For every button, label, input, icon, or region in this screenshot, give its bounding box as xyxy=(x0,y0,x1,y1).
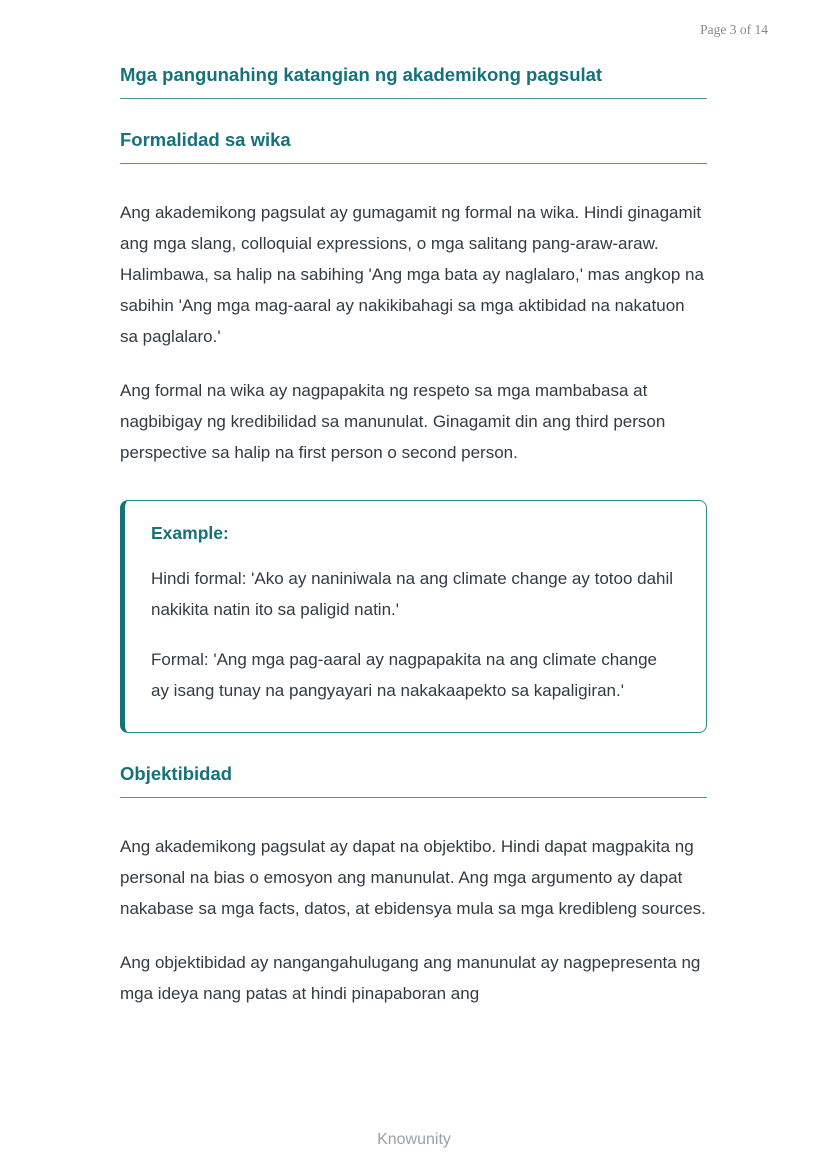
formalidad-paragraph-1: Ang akademikong pagsulat ay gumagamit ng formal na wika. Hindi ginagamit ang mga slang, colloquial expressions, o mga salitang pang-araw-araw. Halimbawa, sa halip na sabihing 'Ang mga bata ay naglalaro,' mas angkop na sabihin 'Ang mga mag-aaral ay nakikibahagi sa mga aktibidad na nakatuon sa paglalaro.' xyxy=(120,203,704,346)
brand-watermark: Knowunity xyxy=(377,1131,451,1148)
example-box xyxy=(120,500,707,733)
objektibidad-paragraph-1: Ang akademikong pagsulat ay dapat na objektibo. Hindi dapat magpakita ng personal na bias o emosyon ang manunulat. Ang mga argumento ay dapat nakabase sa mga facts, datos, at ebidensya mula sa mga kredibleng sources. xyxy=(120,837,706,918)
page-indicator: Page 3 of 14 xyxy=(700,22,768,37)
section-heading-objektibidad: Objektibidad xyxy=(120,763,707,798)
document-content xyxy=(0,64,828,1009)
document-title: Mga pangunahing katangian ng akademikong pagsulat xyxy=(120,64,707,99)
example-paragraph-formal: Formal: 'Ang mga pag-aaral ay nagpapakita na ang climate change ay isang tunay na pangyayari na nakakaapekto sa kapaligiran.' xyxy=(151,650,657,700)
formalidad-paragraph-2: Ang formal na wika ay nagpapakita ng respeto sa mga mambabasa at nagbibigay ng kredibilidad sa manunulat. Ginagamit din ang third person perspective sa halip na first person o second person. xyxy=(120,381,666,462)
page-footer xyxy=(0,1131,828,1149)
example-label: Example: xyxy=(151,523,229,543)
section-heading-formalidad: Formalidad sa wika xyxy=(120,129,707,164)
page-header xyxy=(0,0,828,38)
objektibidad-paragraph-2: Ang objektibidad ay nangangahulugang ang manunulat ay nagpepresenta ng mga ideya nang patas at hindi pinapaboran ang xyxy=(120,953,701,1003)
example-paragraph-informal: Hindi formal: 'Ako ay naniniwala na ang climate change ay totoo dahil nakikita natin ito sa paligid natin.' xyxy=(151,569,674,619)
